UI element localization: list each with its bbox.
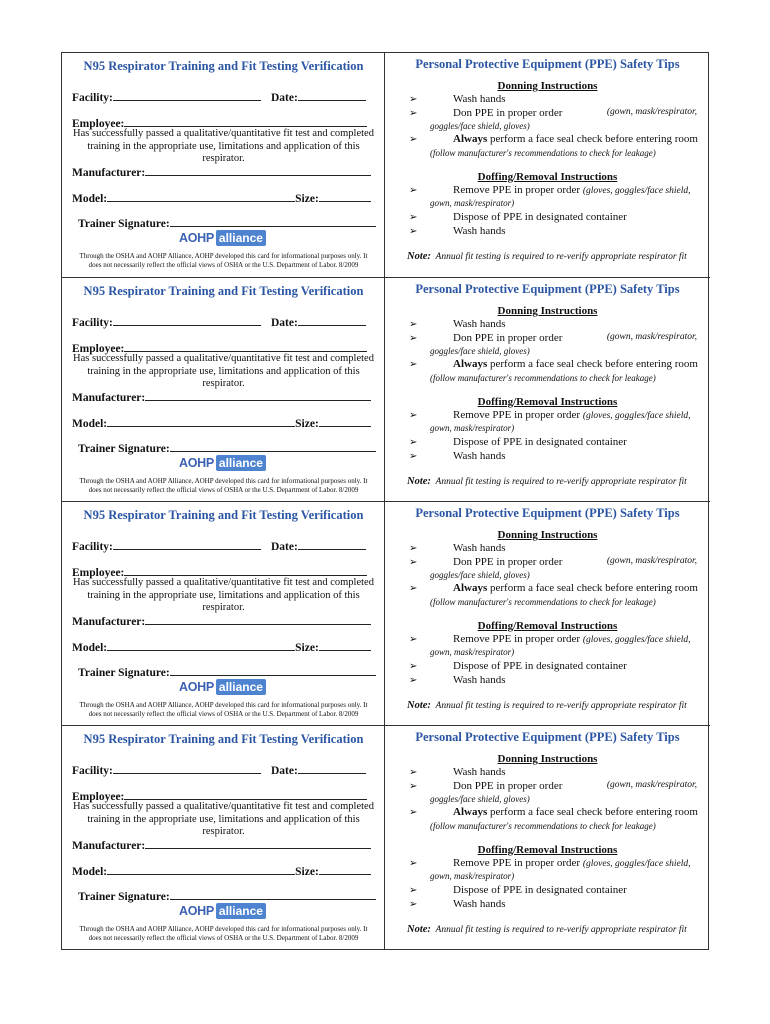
arrow-bullet-icon: ➢ [409,359,418,370]
trainer-signature-label: Trainer Signature: [78,218,170,230]
date-input-line[interactable] [298,315,366,326]
trainer-signature-label: Trainer Signature: [78,891,170,903]
manufacturer-field [72,838,371,852]
ppe-title: Personal Protective Equipment (PPE) Safety Tips [415,282,680,296]
manufacturer-field [72,165,371,179]
doffing-step-1-text: Remove PPE in proper order [453,409,581,421]
arrow-bullet-icon: ➢ [409,185,418,196]
doffing-step-1-continuation: gown, mask/respirator) [430,423,515,433]
donning-step-2-items: (gown, mask/respirator, [606,556,697,566]
note-text: Annual fit testing is required to re-verify appropriate respirator fit [435,701,687,711]
model-field [72,864,371,878]
facility-field [72,763,261,777]
certification-statement [68,801,379,839]
certification-line-2: training in the appropriate use, limitations and application of this respirator. [87,589,360,613]
trainer-signature-field [78,665,376,679]
doffing-step-3: Wash hands [453,225,506,237]
manufacturer-label: Manufacturer: [72,840,146,852]
doffing-step-2: Dispose of PPE in designated container [453,660,627,672]
employee-label: Employee: [72,567,125,579]
certification-statement [68,577,379,615]
arrow-bullet-icon: ➢ [409,451,418,462]
employee-input-line[interactable] [124,789,367,800]
ppe-title: Personal Protective Equipment (PPE) Safety Tips [415,506,680,520]
note-text: Annual fit testing is required to re-verify appropriate respirator fit [435,925,687,935]
logo-aohp-text: AOHP [179,904,214,918]
size-label: Size: [295,642,319,654]
trainer-signature-line[interactable] [170,665,376,676]
doffing-step-2: Dispose of PPE in designated container [453,211,627,223]
note-text: Annual fit testing is required to re-verify appropriate respirator fit [435,252,687,262]
model-field [72,191,371,205]
doffing-step-1-items: (gloves, goggles/face shield, [582,411,691,421]
doffing-step-1 [453,633,690,645]
certification-line-1: Has successfully passed a qualitative/quantitative fit test and completed [73,801,374,812]
ppe-title: Personal Protective Equipment (PPE) Safety Tips [415,57,680,71]
employee-input-line[interactable] [124,341,367,352]
size-input-line[interactable] [319,191,371,202]
manufacturer-input-line[interactable] [145,838,371,849]
ppe-title: Personal Protective Equipment (PPE) Safety Tips [415,730,680,744]
donning-step-1: Wash hands [453,318,506,330]
verification-title: N95 Respirator Training and Fit Testing Verification [83,732,364,746]
wallet-card [62,277,710,502]
employee-label: Employee: [72,791,125,803]
logo-alliance-text: alliance [216,679,266,695]
arrow-bullet-icon: ➢ [409,319,418,330]
disclaimer [66,925,381,942]
wallet-card [62,501,710,726]
trainer-signature-line[interactable] [170,889,376,900]
logo-alliance-text: alliance [216,230,266,246]
doffing-heading: Doffing/Removal Instructions [477,396,618,408]
donning-step-3 [453,582,698,594]
disclaimer-line-1: Through the OSHA and AOHP Alliance, AOHP developed this card for informational purposes only. It [79,477,368,485]
donning-step-2 [453,556,697,568]
employee-input-line[interactable] [124,565,367,576]
date-field [271,763,366,777]
disclaimer-line-2: does not necessarily reflect the official views of OSHA or the U.S. Department of Labor. 8/2009 [88,260,359,269]
doffing-step-2: Dispose of PPE in designated container [453,884,627,896]
arrow-bullet-icon: ➢ [409,557,418,568]
date-input-line[interactable] [298,90,366,101]
facility-field [72,539,261,553]
doffing-step-1 [453,184,690,196]
arrow-bullet-icon: ➢ [409,226,418,237]
certification-line-1: Has successfully passed a qualitative/quantitative fit test and completed [73,128,374,139]
ppe-safety-tips-panel [385,726,710,950]
model-label: Model: [72,866,108,878]
fit-testing-note [407,251,687,262]
verification-title: N95 Respirator Training and Fit Testing Verification [83,508,364,522]
doffing-step-1-items: (gloves, goggles/face shield, [582,186,691,196]
logo-aohp-text: AOHP [179,231,214,245]
doffing-step-2: Dispose of PPE in designated container [453,436,627,448]
donning-step-2-continuation: goggles/face shield, gloves) [430,794,530,804]
donning-step-3 [453,133,698,145]
doffing-step-3: Wash hands [453,898,506,910]
disclaimer-line-2: does not necessarily reflect the official views of OSHA or the U.S. Department of Labor. 8/2009 [88,933,359,942]
wallet-card [62,53,710,277]
trainer-signature-line[interactable] [170,441,376,452]
arrow-bullet-icon: ➢ [409,94,418,105]
date-input-line[interactable] [298,539,366,550]
card-sheet [61,52,709,950]
model-input-line[interactable] [107,640,295,651]
donning-step-2-continuation: goggles/face shield, gloves) [430,346,530,356]
model-field [72,640,371,654]
donning-step-3-continuation: (follow manufacturer's recommendations to check for leakage) [430,148,656,158]
disclaimer [66,477,381,494]
donning-step-2-text: Don PPE in proper order [453,780,563,792]
size-label: Size: [295,418,319,430]
doffing-step-1-items: (gloves, goggles/face shield, [582,635,691,645]
model-label: Model: [72,418,108,430]
certification-statement [68,128,379,166]
date-input-line[interactable] [298,763,366,774]
model-input-line[interactable] [107,864,295,875]
donning-step-3 [453,358,698,370]
certification-statement [68,353,379,391]
facility-field [72,315,261,329]
doffing-heading: Doffing/Removal Instructions [477,620,618,632]
donning-step-3 [453,806,698,818]
facility-input-line[interactable] [113,90,261,101]
date-label: Date: [271,92,298,104]
donning-step-3-emphasis: Always [453,358,488,370]
logo-aohp-text: AOHP [179,456,214,470]
note-text: Annual fit testing is required to re-verify appropriate respirator fit [435,477,687,487]
employee-label: Employee: [72,118,125,130]
facility-label: Facility: [72,541,113,553]
arrow-bullet-icon: ➢ [409,885,418,896]
donning-step-1: Wash hands [453,542,506,554]
note-label: Note: [407,251,431,262]
arrow-bullet-icon: ➢ [409,899,418,910]
date-label: Date: [271,765,298,777]
trainer-signature-label: Trainer Signature: [78,443,170,455]
arrow-bullet-icon: ➢ [409,858,418,869]
logo-aohp-text: AOHP [179,680,214,694]
donning-step-2 [453,780,697,792]
arrow-bullet-icon: ➢ [409,134,418,145]
manufacturer-label: Manufacturer: [72,616,146,628]
arrow-bullet-icon: ➢ [409,583,418,594]
arrow-bullet-icon: ➢ [409,543,418,554]
arrow-bullet-icon: ➢ [409,108,418,119]
certification-line-2: training in the appropriate use, limitations and application of this respirator. [87,813,360,837]
trainer-signature-field [78,216,376,230]
donning-step-3-text: perform a face seal check before entering room [489,582,698,594]
disclaimer-line-1: Through the OSHA and AOHP Alliance, AOHP developed this card for informational purposes only. It [79,701,368,709]
certification-line-1: Has successfully passed a qualitative/quantitative fit test and completed [73,353,374,364]
verification-title: N95 Respirator Training and Fit Testing Verification [83,284,364,298]
size-label: Size: [295,193,319,205]
date-label: Date: [271,541,298,553]
facility-input-line[interactable] [113,315,261,326]
doffing-step-1-continuation: gown, mask/respirator) [430,871,515,881]
donning-step-2-items: (gown, mask/respirator, [606,780,697,790]
donning-step-3-text: perform a face seal check before entering room [489,806,698,818]
donning-step-1: Wash hands [453,93,506,105]
arrow-bullet-icon: ➢ [409,807,418,818]
donning-heading: Donning Instructions [497,753,598,765]
doffing-step-1-text: Remove PPE in proper order [453,857,581,869]
manufacturer-field [72,390,371,404]
disclaimer [66,252,381,269]
donning-step-3-continuation: (follow manufacturer's recommendations to check for leakage) [430,373,656,383]
donning-step-1: Wash hands [453,766,506,778]
doffing-step-1 [453,409,690,421]
disclaimer-line-2: does not necessarily reflect the official views of OSHA or the U.S. Department of Labor. 8/2009 [88,709,359,718]
donning-step-3-emphasis: Always [453,582,488,594]
donning-step-2 [453,107,697,119]
doffing-step-3: Wash hands [453,450,506,462]
logo-alliance-text: alliance [216,455,266,471]
manufacturer-input-line[interactable] [145,390,371,401]
note-label: Note: [407,476,431,487]
ppe-safety-tips-panel [385,278,710,502]
arrow-bullet-icon: ➢ [409,437,418,448]
size-input-line[interactable] [319,864,371,875]
donning-step-3-continuation: (follow manufacturer's recommendations to check for leakage) [430,821,656,831]
verification-title: N95 Respirator Training and Fit Testing Verification [83,59,364,73]
note-label: Note: [407,700,431,711]
donning-step-2-text: Don PPE in proper order [453,556,563,568]
fit-test-verification-panel [62,53,385,277]
fit-testing-note [407,924,687,935]
facility-label: Facility: [72,317,113,329]
doffing-step-3: Wash hands [453,674,506,686]
date-label: Date: [271,317,298,329]
donning-step-3-emphasis: Always [453,806,488,818]
trainer-signature-label: Trainer Signature: [78,667,170,679]
arrow-bullet-icon: ➢ [409,212,418,223]
fit-testing-note [407,476,687,487]
model-input-line[interactable] [107,416,295,427]
donning-step-3-continuation: (follow manufacturer's recommendations to check for leakage) [430,597,656,607]
arrow-bullet-icon: ➢ [409,410,418,421]
date-field [271,315,366,329]
manufacturer-label: Manufacturer: [72,392,146,404]
trainer-signature-line[interactable] [170,216,376,227]
logo-alliance-text: alliance [216,903,266,919]
manufacturer-field [72,614,371,628]
date-field [271,90,366,104]
facility-label: Facility: [72,92,113,104]
arrow-bullet-icon: ➢ [409,767,418,778]
facility-label: Facility: [72,765,113,777]
disclaimer-line-1: Through the OSHA and AOHP Alliance, AOHP developed this card for informational purposes only. It [79,252,368,260]
donning-heading: Donning Instructions [497,80,598,92]
donning-step-2-items: (gown, mask/respirator, [606,107,697,117]
doffing-step-1-items: (gloves, goggles/face shield, [582,859,691,869]
ppe-safety-tips-panel [385,53,710,277]
model-label: Model: [72,193,108,205]
aohp-alliance-logo [179,455,266,471]
trainer-signature-field [78,889,376,903]
certification-line-2: training in the appropriate use, limitations and application of this respirator. [87,140,360,164]
model-field [72,416,371,430]
arrow-bullet-icon: ➢ [409,661,418,672]
facility-input-line[interactable] [113,763,261,774]
wallet-card [62,725,710,950]
arrow-bullet-icon: ➢ [409,333,418,344]
size-input-line[interactable] [319,640,371,651]
disclaimer-line-1: Through the OSHA and AOHP Alliance, AOHP developed this card for informational purposes only. It [79,925,368,933]
doffing-step-1 [453,857,690,869]
manufacturer-input-line[interactable] [145,165,371,176]
aohp-alliance-logo [179,230,266,246]
ppe-safety-tips-panel [385,502,710,726]
fit-test-verification-panel [62,278,385,502]
donning-step-2-items: (gown, mask/respirator, [606,332,697,342]
donning-step-3-text: perform a face seal check before entering room [489,133,698,145]
manufacturer-input-line[interactable] [145,614,371,625]
donning-heading: Donning Instructions [497,305,598,317]
certification-line-1: Has successfully passed a qualitative/quantitative fit test and completed [73,577,374,588]
arrow-bullet-icon: ➢ [409,781,418,792]
donning-heading: Donning Instructions [497,529,598,541]
doffing-step-1-continuation: gown, mask/respirator) [430,198,515,208]
donning-step-2-text: Don PPE in proper order [453,107,563,119]
model-input-line[interactable] [107,191,295,202]
doffing-step-1-text: Remove PPE in proper order [453,633,581,645]
doffing-heading: Doffing/Removal Instructions [477,171,618,183]
fit-testing-note [407,700,687,711]
trainer-signature-field [78,441,376,455]
doffing-step-1-continuation: gown, mask/respirator) [430,647,515,657]
aohp-alliance-logo [179,903,266,919]
doffing-step-1-text: Remove PPE in proper order [453,184,581,196]
donning-step-2 [453,332,697,344]
model-label: Model: [72,642,108,654]
donning-step-2-continuation: goggles/face shield, gloves) [430,121,530,131]
donning-step-2-continuation: goggles/face shield, gloves) [430,570,530,580]
facility-field [72,90,261,104]
aohp-alliance-logo [179,679,266,695]
manufacturer-label: Manufacturer: [72,167,146,179]
fit-test-verification-panel [62,726,385,950]
employee-label: Employee: [72,343,125,355]
facility-input-line[interactable] [113,539,261,550]
donning-step-3-emphasis: Always [453,133,488,145]
donning-step-3-text: perform a face seal check before entering room [489,358,698,370]
employee-input-line[interactable] [124,116,367,127]
doffing-heading: Doffing/Removal Instructions [477,844,618,856]
note-label: Note: [407,924,431,935]
donning-step-2-text: Don PPE in proper order [453,332,563,344]
arrow-bullet-icon: ➢ [409,634,418,645]
size-label: Size: [295,866,319,878]
fit-test-verification-panel [62,502,385,726]
arrow-bullet-icon: ➢ [409,675,418,686]
certification-line-2: training in the appropriate use, limitations and application of this respirator. [87,365,360,389]
date-field [271,539,366,553]
disclaimer-line-2: does not necessarily reflect the official views of OSHA or the U.S. Department of Labor. 8/2009 [88,485,359,494]
size-input-line[interactable] [319,416,371,427]
disclaimer [66,701,381,718]
